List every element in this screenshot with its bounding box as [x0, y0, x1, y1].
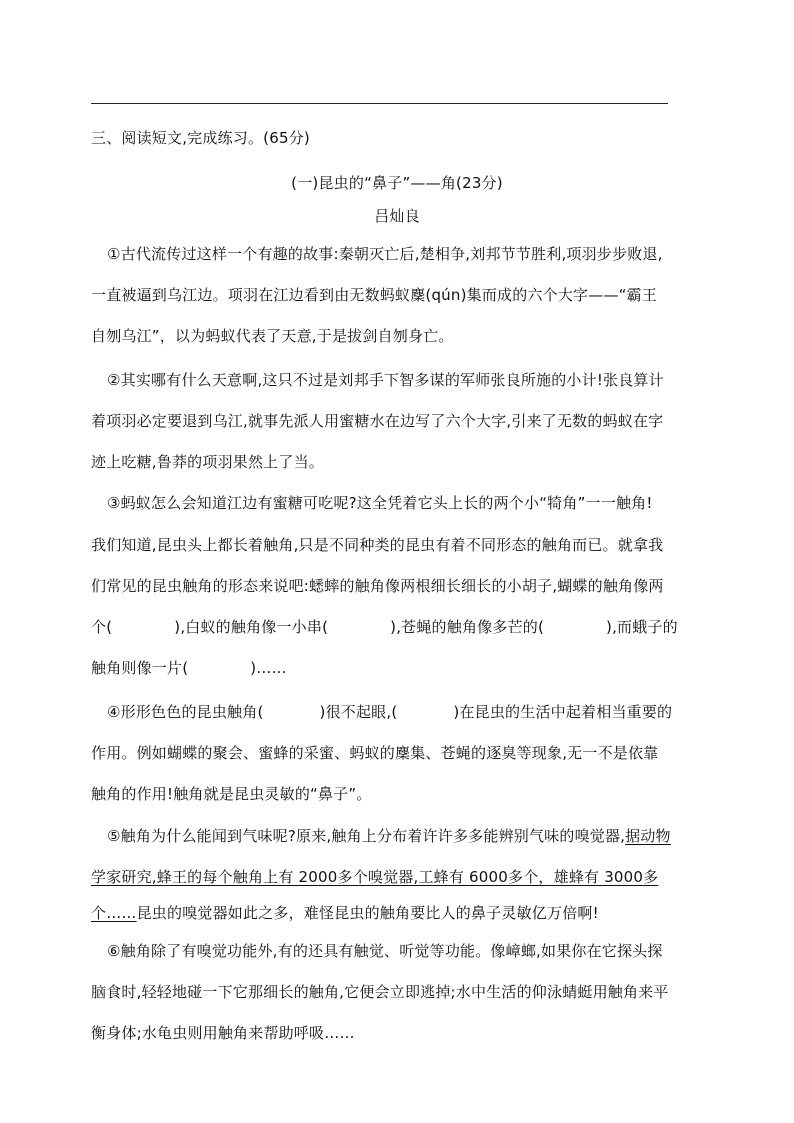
section-heading: 三、阅读短文,完成练习。(65分): [91, 129, 310, 147]
p4-line-1-part-b: )很不起眼,(: [319, 703, 398, 721]
p5-line-3: [91, 903, 711, 923]
p1-line-2: 一直被逼到乌江边。项羽在江边看到由无数蚂蚁麇(qún)集而成的六个大字——“霸王: [91, 286, 658, 304]
top-divider-line: [91, 103, 668, 104]
p5-line-1: [107, 826, 727, 846]
p2-line-1: ②其实哪有什么天意啊,这只不过是刘邦手下智多谋的军师张良所施的小计!张良算计: [107, 371, 664, 389]
p3-line-4-part-d: ),而蛾子的: [606, 618, 678, 636]
p4-line-1: [107, 702, 727, 722]
p5-underlined-end: 个……: [91, 904, 137, 922]
p2-line-2: 着项羽必定要退到乌江,就事先派人用蜜糖水在边写了六个大字,引来了无数的蚂蚁在字: [91, 412, 664, 430]
p3-line-4: [91, 617, 711, 637]
p5-underlined-start: 据动物: [625, 827, 671, 845]
p3-line-1: ③蚂蚁怎么会知道江边有蜜糖可吃呢?这全凭着它头上长的两个小“犄角”一一触角!: [107, 494, 653, 512]
p4-line-3: 触角的作用!触角就是昆虫灵敏的“鼻子”。: [91, 785, 372, 803]
p3-line-5-part-b: )……: [250, 659, 287, 677]
p2-line-3: 迹上吃糖,鲁莽的项羽果然上了当。: [91, 453, 324, 471]
p6-line-3: 衡身体;水龟虫则用触角来帮助呼吸……: [91, 1024, 355, 1042]
p1-line-1: ①古代流传过这样一个有趣的故事:秦朝灭亡后,楚相争,刘邦节节胜利,项羽步步败退,: [107, 245, 663, 263]
p3-line-2: 我们知道,昆虫头上都长着触角,只是不同种类的昆虫有着不同形态的触角而已。就拿我: [91, 536, 664, 554]
p6-line-1: ⑥触角除了有嗅觉功能外,有的还具有触觉、听觉等功能。像嶂螂,如果你在它探头探: [107, 942, 663, 960]
p4-line-1-part-a: ④形形色色的昆虫触角(: [107, 703, 264, 721]
p3-line-4-part-a: 个(: [91, 618, 113, 636]
p4-line-2: 作用。例如蝴蝶的聚会、蜜蜂的采蜜、蚂蚁的麇集、苍蝇的逐臭等现象,无一不是依靠: [91, 744, 659, 762]
p3-line-5: [91, 658, 711, 678]
p3-line-5-part-a: 触角则像一片(: [91, 659, 189, 677]
p3-line-4-part-c: ),苍蝇的触角像多芒的(: [390, 618, 545, 636]
p3-line-3: 们常见的昆虫触角的形态来说吧:蟋蟀的触角像两根细长细长的小胡子,蝴蝶的触角像两: [91, 577, 664, 595]
article-author: 吕灿良: [374, 207, 420, 225]
p4-line-1-part-c: )在昆虫的生活中起着相当重要的: [453, 703, 673, 721]
p3-line-4-part-b: ),白蚁的触角像一小串(: [174, 618, 329, 636]
p5-line-1-part-a: ⑤触角为什么能闻到气味呢?原来,触角上分布着许许多多能辨别气味的嗅觉器,: [107, 827, 626, 845]
p6-line-2: 脑食时,轻轻地碰一下它那细长的触角,它便会立即逃掉;水中生活的仰泳蜻蜓用触角来平: [91, 983, 669, 1001]
p5-line-3-part-b: 昆虫的嗅觉器如此之多，难怪昆虫的触角要比人的鼻子灵敏亿万倍啊!: [136, 904, 599, 922]
p5-line-2-underlined: 学家研究,蜂王的每个触角上有 2000多个嗅觉器,工蜂有 6000多个，雄蜂有 3000多: [91, 868, 659, 886]
article-title: (一)昆虫的“鼻子”——角(23分): [291, 174, 503, 192]
p1-line-3: 自刎乌江”，以为蚂蚁代表了天意,于是拔剑自刎身亡。: [91, 327, 454, 345]
